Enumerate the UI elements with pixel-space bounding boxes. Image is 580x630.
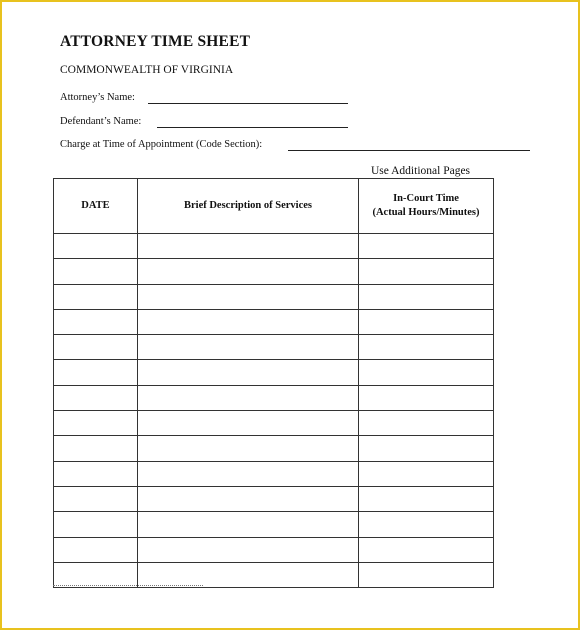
description-cell[interactable] (138, 284, 359, 309)
in-court-time-cell[interactable] (359, 461, 494, 486)
document-page (2, 2, 578, 628)
description-cell[interactable] (138, 411, 359, 436)
table-row (54, 335, 494, 360)
defendant-name-label: Defendant’s Name: (60, 116, 142, 127)
table-row (54, 486, 494, 511)
description-cell[interactable] (138, 512, 359, 537)
description-cell[interactable] (138, 486, 359, 511)
table-header-row (54, 179, 494, 234)
in-court-time-cell[interactable] (359, 259, 494, 284)
in-court-time-cell[interactable] (359, 385, 494, 410)
in-court-time-cell[interactable] (359, 309, 494, 334)
description-cell[interactable] (138, 259, 359, 284)
document-title: ATTORNEY TIME SHEET (60, 33, 251, 50)
date-cell[interactable] (54, 411, 138, 436)
document-subtitle: COMMONWEALTH OF VIRGINIA (60, 64, 234, 76)
in-court-time-cell[interactable] (359, 436, 494, 461)
in-court-time-cell[interactable] (359, 486, 494, 511)
date-cell[interactable] (54, 562, 138, 587)
header-time-line2: (Actual Hours/Minutes) (372, 207, 480, 218)
date-cell[interactable] (54, 385, 138, 410)
description-cell[interactable] (138, 309, 359, 334)
attorney-name-label: Attorney’s Name: (60, 92, 135, 103)
date-cell[interactable] (54, 259, 138, 284)
header-in-court-time (359, 179, 494, 234)
in-court-time-cell[interactable] (359, 537, 494, 562)
description-cell[interactable] (138, 234, 359, 259)
in-court-time-cell[interactable] (359, 411, 494, 436)
charge-field[interactable] (60, 139, 262, 150)
table-row (54, 436, 494, 461)
time-sheet-table (53, 178, 494, 588)
description-cell[interactable] (138, 385, 359, 410)
date-cell[interactable] (54, 360, 138, 385)
table-row (54, 284, 494, 309)
attorney-name-field[interactable] (60, 92, 135, 103)
in-court-time-cell[interactable] (359, 512, 494, 537)
table-row (54, 360, 494, 385)
description-cell[interactable] (138, 461, 359, 486)
description-cell[interactable] (138, 360, 359, 385)
table-row (54, 411, 494, 436)
table-row (54, 234, 494, 259)
header-description: Brief Description of Services (138, 179, 359, 234)
header-time-line1: In-Court Time (393, 193, 459, 204)
date-cell[interactable] (54, 284, 138, 309)
header-date: DATE (54, 179, 138, 234)
date-cell[interactable] (54, 309, 138, 334)
table-row (54, 537, 494, 562)
footer-mark (53, 585, 203, 586)
charge-label: Charge at Time of Appointment (Code Section): (60, 139, 263, 150)
in-court-time-cell[interactable] (359, 335, 494, 360)
in-court-time-cell[interactable] (359, 562, 494, 587)
in-court-time-cell[interactable] (359, 284, 494, 309)
table-row (54, 562, 494, 587)
table-row (54, 512, 494, 537)
description-cell[interactable] (138, 562, 359, 587)
table-body (54, 234, 494, 588)
charge-line[interactable] (288, 150, 530, 151)
in-court-time-cell[interactable] (359, 360, 494, 385)
additional-pages-note: Use Additional Pages (371, 165, 471, 177)
date-cell[interactable] (54, 512, 138, 537)
date-cell[interactable] (54, 335, 138, 360)
table-row (54, 259, 494, 284)
description-cell[interactable] (138, 436, 359, 461)
table-row (54, 461, 494, 486)
date-cell[interactable] (54, 537, 138, 562)
table-row (54, 385, 494, 410)
description-cell[interactable] (138, 537, 359, 562)
description-cell[interactable] (138, 335, 359, 360)
in-court-time-cell[interactable] (359, 234, 494, 259)
defendant-name-field[interactable] (60, 116, 141, 127)
table-row (54, 309, 494, 334)
attorney-name-line[interactable] (148, 103, 348, 104)
date-cell[interactable] (54, 234, 138, 259)
date-cell[interactable] (54, 461, 138, 486)
defendant-name-line[interactable] (157, 127, 348, 128)
date-cell[interactable] (54, 436, 138, 461)
date-cell[interactable] (54, 486, 138, 511)
